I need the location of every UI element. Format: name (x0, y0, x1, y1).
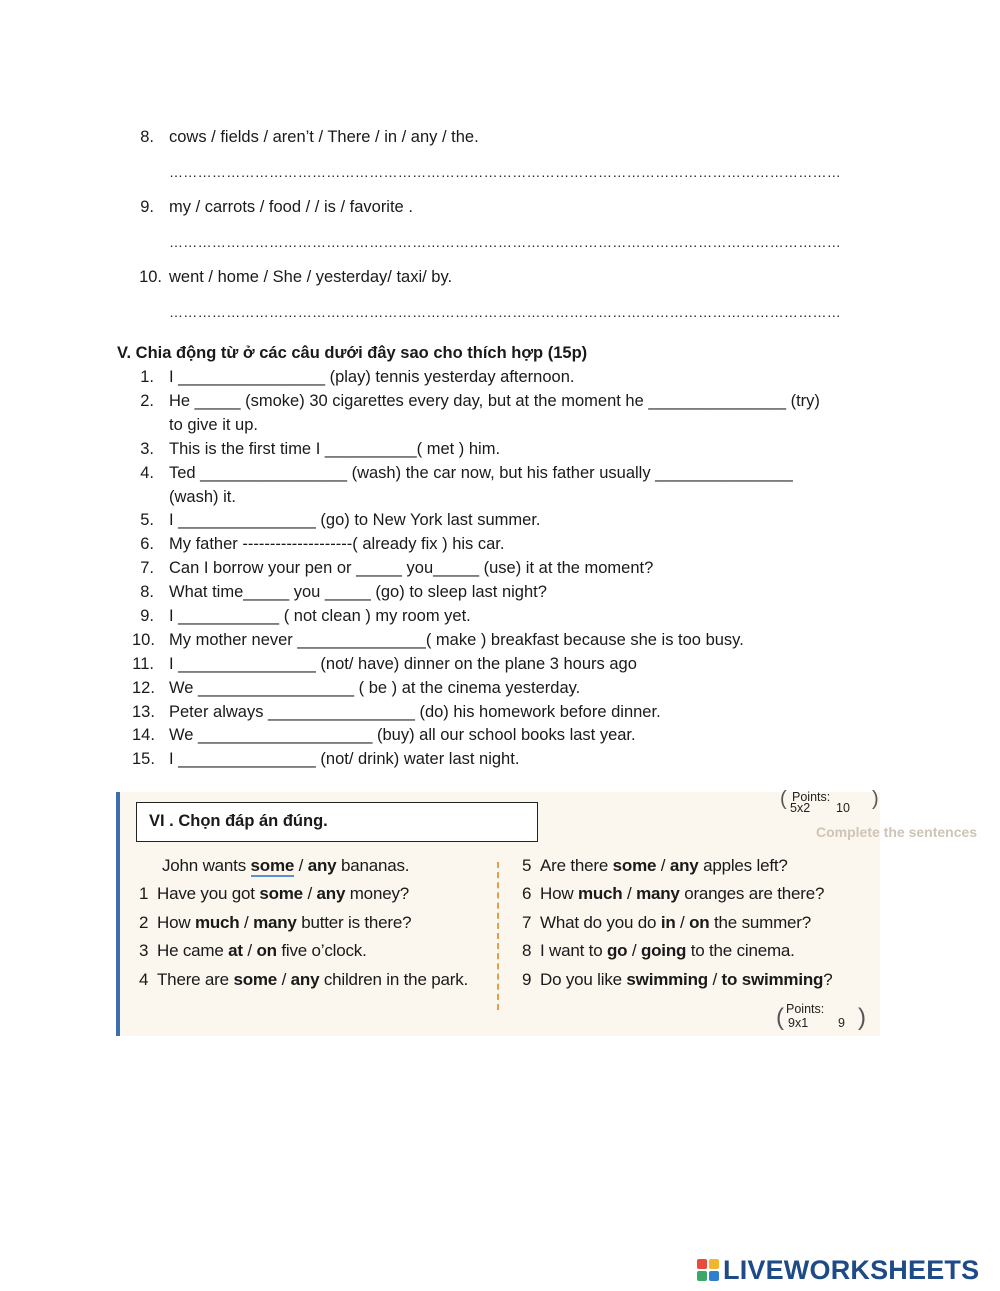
item-sentence[interactable]: We ___________________ (buy) all our school books last year. (169, 726, 636, 744)
question-text-end: apples left? (698, 856, 788, 875)
question-number: 1 (139, 884, 149, 903)
question-number: 4 (139, 970, 149, 989)
item-sentence[interactable]: My mother never ______________( make ) breakfast because she is too busy. (169, 631, 744, 649)
question-text: Have you got (157, 884, 260, 903)
item-sentence[interactable]: Can I borrow your pen or _____ you_____ (use) it at the moment? (169, 559, 654, 577)
item-sentence[interactable]: My father --------------------( already fix ) his car. (169, 535, 505, 553)
section-v-title: V. Chia động từ ở các câu dưới đây sao cho thích hợp (15p) (117, 344, 588, 362)
choice-question-8 (522, 941, 795, 961)
question-text: He came (157, 941, 229, 960)
option-a[interactable]: much (577, 884, 623, 903)
item-number: 11. (132, 655, 154, 673)
item-prompt: my / carrots / food / / is / favorite . (169, 198, 413, 216)
option-separator: / (675, 913, 690, 932)
question-number: 2 (139, 913, 149, 932)
item-number: 10. (139, 268, 162, 286)
points-label: Points: (786, 1002, 825, 1016)
item-number: 4. (140, 464, 154, 482)
item-number: 6. (140, 535, 154, 553)
item-sentence[interactable]: Ted ________________ (wash) the car now, but his father usually _______________ (169, 464, 793, 482)
item-number: 1. (140, 368, 154, 386)
bg-heading-fragment: Complete the sentences (816, 824, 978, 840)
item-number: 7. (140, 559, 154, 577)
option-b[interactable]: any (669, 856, 699, 875)
item-number: 8. (140, 128, 154, 146)
choice-question-7 (522, 913, 811, 933)
item-prompt: cows / fields / aren’t / There / in / any / the. (169, 128, 479, 146)
item-number: 13. (132, 703, 155, 721)
option-separator: / (239, 913, 254, 932)
choice-question-9 (522, 970, 833, 990)
question-text: There are (157, 970, 234, 989)
question-text-end: children in the park. (319, 970, 469, 989)
option-separator: / (277, 970, 291, 989)
question-text: What do you do (540, 913, 661, 932)
item-number: 9. (140, 198, 154, 216)
question-text: Are there (540, 856, 613, 875)
question-text-end: money? (345, 884, 410, 903)
points-label: Points: (792, 790, 831, 804)
question-number: 3 (139, 941, 149, 960)
points-total: 10 (836, 801, 850, 815)
item-sentence[interactable]: This is the first time I __________( met ) him. (169, 440, 501, 458)
example-pre: John wants (162, 856, 251, 875)
option-a[interactable]: swimming (626, 970, 708, 989)
item-sentence[interactable]: I _______________ (go) to New York last summer. (169, 511, 541, 529)
item-number: 5. (140, 511, 154, 529)
item-number: 12. (132, 679, 155, 697)
choice-question-2 (139, 913, 411, 933)
answer-line[interactable]: …………………………………………………………………………………………………………………………… (169, 234, 842, 250)
example-post: bananas. (336, 856, 410, 875)
question-number: 6 (522, 884, 532, 903)
question-number: 9 (522, 970, 532, 989)
option-a[interactable]: some (259, 884, 303, 903)
option-a[interactable]: at (228, 941, 243, 960)
question-text-end: to the cinema. (686, 941, 795, 960)
item-sentence[interactable]: What time_____ you _____ (go) to sleep last night? (169, 583, 547, 601)
item-number: 10. (132, 631, 155, 649)
option-b[interactable]: to swimming (721, 970, 824, 989)
option-separator: / (627, 941, 641, 960)
item-sentence[interactable]: Peter always ________________ (do) his homework before dinner. (169, 703, 661, 721)
option-separator: / (302, 884, 317, 903)
points-formula: 5x2 (790, 801, 811, 815)
choice-question-3 (139, 941, 367, 961)
option-separator: / (707, 970, 722, 989)
choice-question-6 (522, 884, 824, 904)
item-sentence[interactable]: I ________________ (play) tennis yesterday afternoon. (169, 368, 575, 386)
item-number: 2. (140, 392, 154, 410)
item-sentence[interactable]: We _________________ ( be ) at the cinema yesterday. (169, 679, 581, 697)
question-text: I want to (540, 941, 607, 960)
item-sentence[interactable]: to give it up. (169, 416, 258, 434)
answer-line[interactable]: …………………………………………………………………………………………………………………………… (169, 164, 842, 180)
item-number: 8. (140, 583, 154, 601)
points-total: 9 (838, 1016, 845, 1030)
choice-question-1 (139, 884, 409, 904)
question-text: How (157, 913, 195, 932)
item-sentence[interactable]: He _____ (smoke) 30 cigarettes every day, but at the moment he _______________ (try) (169, 392, 820, 410)
item-number: 15. (132, 750, 155, 768)
worksheet-page: 8. cows / fields / aren’t / There / in / any / the. …………………………………………………………………………………………………………………………… 9. my / carrots / food / / is / favorite . …………………………………………………………………………………………………………………………… 10. went / home / She / yesterday/ taxi/ by. …………………………………………………………………………………………………………………………… V. Chia động từ ở các câu dưới đây sao cho thích hợp (15p) 1. I ________________ (play) tennis yesterday afternoon. 2. He _____ (smoke) 30 cigarettes every day, but at the moment he _______________ (try) to give it up. 3. This is the first time I __________( met ) him. 4. Ted ________________ (wash) the car now, but his father usually _______________ (wash) it. 5. I _______________ (go) to New York last summer. 6. My father --------------------( already fix ) his car. 7. Can I borrow your pen or _____ you_____ (use) it at the moment? 8. What time_____ you _____ (go) to sleep last night? 9. I ___________ ( not clean ) my room yet. 10. My mother never ______________( make ) breakfast because she is too busy. 11. I _______________ (not/ have) dinner on the plane 3 hours ago 12. We _________________ ( be ) at the cinema yesterday. 13. Peter always ________________ (do) his homework before dinner. 14. We ___________________ (buy) all our school books last year. 15. I _______________ (not/ drink) water last night. Complete the sentences VI . Chọn đáp án đúng. ( Points: 5x2 10 ) John wants some / any bananas. 1 Have you got some / any money? 2 How much / many butter is there? 3 He came at / on five o’clock. 4 There are some / any children in the park. 5 Are there some / any apples left? 6 How much / many oranges are there? 7 What do you do in / on the summer? 8 I want to go / going to the cinema. 9 Do you like swimming / to swimming? ( Points: 9x1 9 ) LIVEWORKSHEETS (0, 0, 1000, 1291)
option-separator: / (242, 941, 257, 960)
example-option: any (307, 856, 337, 875)
question-text-end: butter is there? (296, 913, 412, 932)
option-a[interactable]: much (194, 913, 240, 932)
item-number: 9. (140, 607, 154, 625)
points-formula: 9x1 (788, 1016, 809, 1030)
option-a[interactable]: in (660, 913, 676, 932)
item-sentence[interactable]: I _______________ (not/ drink) water last night. (169, 750, 520, 768)
item-number: 3. (140, 440, 154, 458)
item-sentence[interactable]: I ___________ ( not clean ) my room yet. (169, 607, 471, 625)
question-text-end: five o’clock. (276, 941, 367, 960)
option-b[interactable]: any (290, 970, 320, 989)
option-separator: / (656, 856, 670, 875)
question-text: Do you like (540, 970, 627, 989)
question-number: 7 (522, 913, 532, 932)
item-sentence[interactable]: (wash) it. (169, 488, 236, 506)
answer-line[interactable]: …………………………………………………………………………………………………………………………… (169, 304, 842, 320)
logo-grid-icon (697, 1259, 719, 1281)
option-b[interactable]: many (253, 913, 297, 932)
item-number: 14. (132, 726, 155, 744)
panel-edge (116, 792, 120, 1036)
question-text-end: oranges are there? (679, 884, 825, 903)
question-text: How (540, 884, 578, 903)
option-b[interactable]: any (316, 884, 346, 903)
option-a[interactable]: some (233, 970, 278, 989)
question-text-end: ? (823, 970, 833, 989)
option-b[interactable]: on (256, 941, 277, 960)
brand-name: LIVEWORKSHEETS (723, 1254, 980, 1285)
option-b[interactable]: going (640, 941, 687, 960)
column-divider (497, 862, 499, 1010)
option-a[interactable]: some (612, 856, 657, 875)
example-sentence (162, 856, 409, 876)
example-sep: / (294, 856, 308, 875)
example-answer: some (250, 856, 295, 875)
liveworksheets-logo (697, 1253, 979, 1287)
choice-question-4 (139, 970, 468, 990)
option-b[interactable]: many (636, 884, 680, 903)
choice-question-5 (522, 856, 788, 876)
question-text-end: the summer? (709, 913, 812, 932)
option-a[interactable]: go (606, 941, 628, 960)
item-prompt: went / home / She / yesterday/ taxi/ by. (169, 268, 453, 286)
item-sentence[interactable]: I _______________ (not/ have) dinner on the plane 3 hours ago (169, 655, 637, 673)
option-b[interactable]: on (689, 913, 710, 932)
option-separator: / (622, 884, 637, 903)
question-number: 5 (522, 856, 532, 875)
section-vi-title: VI . Chọn đáp án đúng. (136, 802, 538, 842)
question-number: 8 (522, 941, 532, 960)
